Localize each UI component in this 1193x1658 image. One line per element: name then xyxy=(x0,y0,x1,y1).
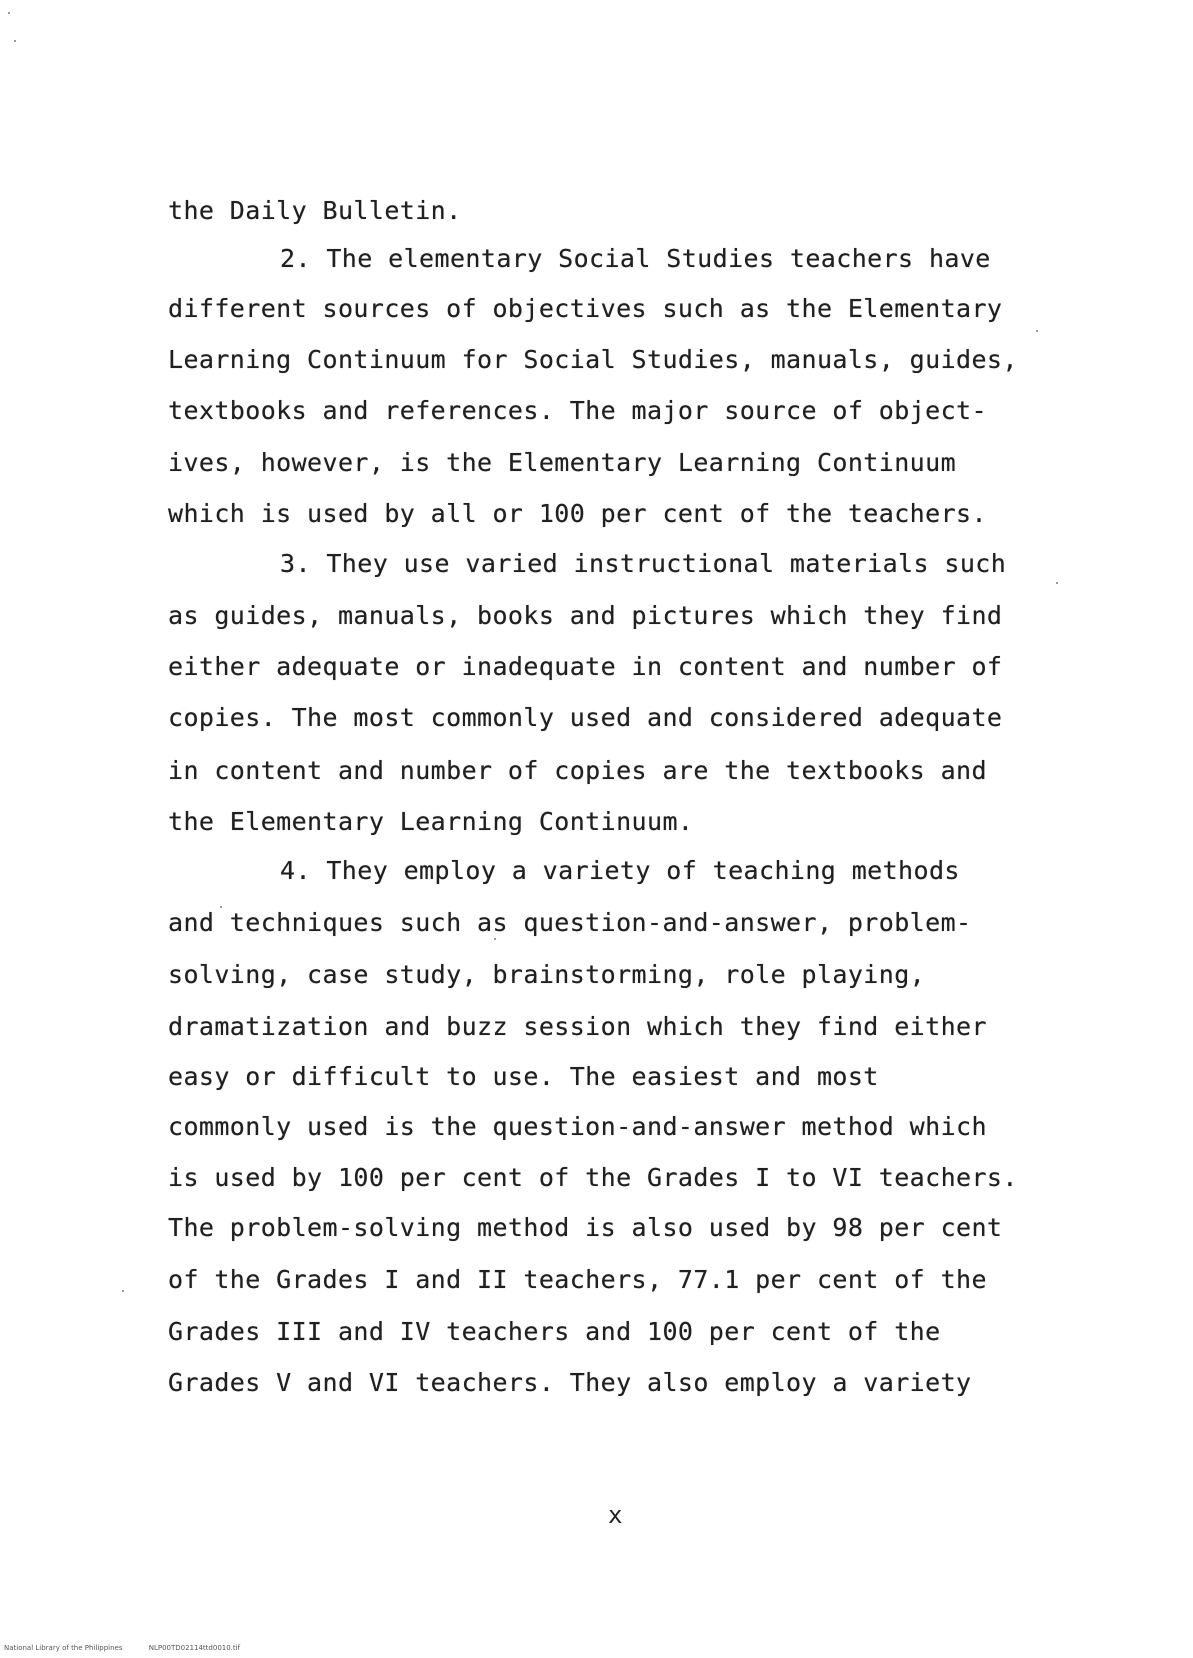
text-line: easy or difficult to use. The easiest and most xyxy=(168,1062,879,1091)
page-number: x xyxy=(608,1501,623,1529)
text-line: as guides, manuals, books and pictures which they find xyxy=(168,601,1003,630)
scan-speck xyxy=(494,938,496,940)
scan-speck xyxy=(8,12,10,14)
scan-speck xyxy=(220,906,222,908)
text-line: 3. They use varied instructional materials such xyxy=(280,549,1007,578)
text-line: is used by 100 per cent of the Grades I to VI teachers. xyxy=(168,1163,1018,1192)
text-line: either adequate or inadequate in content and number of xyxy=(168,652,1003,681)
text-line: Learning Continuum for Social Studies, manuals, guides, xyxy=(168,345,1018,374)
text-line: dramatization and buzz session which they find either xyxy=(168,1012,987,1041)
text-line: copies. The most commonly used and considered adequate xyxy=(168,703,1003,732)
text-line: different sources of objectives such as the Elementary xyxy=(168,294,1003,323)
scan-speck xyxy=(122,1290,124,1292)
text-line: commonly used is the question-and-answer method which xyxy=(168,1112,987,1141)
footer-file: NLP00TD02114ttd0010.tif xyxy=(148,1644,241,1652)
scan-speck xyxy=(1036,330,1038,332)
text-line: Grades III and IV teachers and 100 per cent of the xyxy=(168,1317,941,1346)
footer-library: National Library of the Philippines xyxy=(4,1644,123,1652)
text-line: in content and number of copies are the textbooks and xyxy=(168,756,987,785)
text-line: the Elementary Learning Continuum. xyxy=(168,807,694,836)
scan-speck xyxy=(14,40,16,42)
text-line: and techniques such as question-and-answer, problem- xyxy=(168,908,972,937)
text-line: which is used by all or 100 per cent of the teachers. xyxy=(168,499,987,528)
text-line: 4. They employ a variety of teaching methods xyxy=(280,856,960,885)
text-line: The problem-solving method is also used by 98 per cent xyxy=(168,1213,1003,1242)
text-line: ives, however, is the Elementary Learning Continuum xyxy=(168,448,957,477)
text-line: Grades V and VI teachers. They also employ a variety xyxy=(168,1368,972,1397)
text-line: textbooks and references. The major source of object- xyxy=(168,396,987,425)
text-line: the Daily Bulletin. xyxy=(168,196,462,225)
scan-footer xyxy=(4,1644,264,1653)
text-line: solving, case study, brainstorming, role playing, xyxy=(168,960,926,989)
scan-speck xyxy=(1056,582,1058,584)
text-line: 2. The elementary Social Studies teachers have xyxy=(280,244,991,273)
text-line: of the Grades I and II teachers, 77.1 per cent of the xyxy=(168,1265,987,1294)
